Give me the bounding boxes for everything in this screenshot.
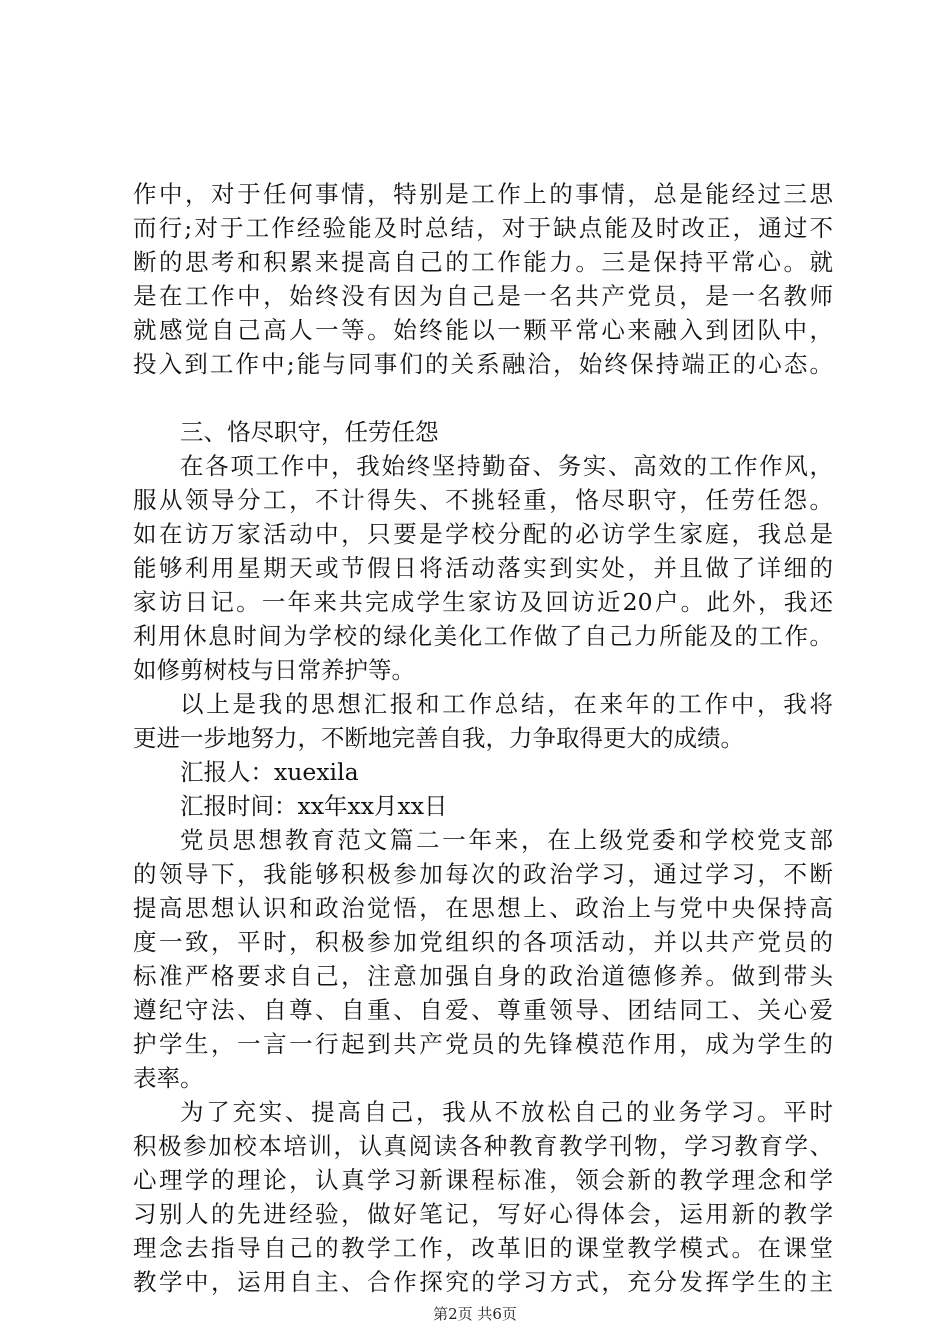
paragraph-line: 作中，对于任何事情，特别是工作上的事情，总是能经过三思 (133, 180, 833, 208)
paragraph-line: 教学中，运用自主、合作探究的学习方式，充分发挥学生的主 (133, 1268, 833, 1296)
paragraph-line: 更进一步地努力，不断地完善自我，力争取得更大的成绩。 (133, 724, 744, 752)
paragraph-line: 是在工作中，始终没有因为自己是一名共产党员，是一名教师 (133, 282, 833, 310)
paragraph-line: 断的思考和积累来提高自己的工作能力。三是保持平常心。就 (133, 248, 833, 276)
paragraph-line: 积极参加校本培训，认真阅读各种教育教学刊物，学习教育学、 (133, 1132, 833, 1160)
paragraph-line: 为了充实、提高自己，我从不放松自己的业务学习。平时 (180, 1098, 833, 1126)
reporter-line: 汇报人：xuexila (180, 758, 359, 786)
paragraph-line: 心理学的理论，认真学习新课程标准，领会新的教学理念和学 (133, 1166, 833, 1194)
paragraph-line: 党员思想教育范文篇二一年来，在上级党委和学校党支部 (180, 826, 833, 854)
paragraph-line: 表率。 (133, 1064, 204, 1092)
paragraph-line: 度一致，平时，积极参加党组织的各项活动，并以共产党员的 (133, 928, 833, 956)
paragraph-line: 就感觉自己高人一等。始终能以一颗平常心来融入到团队中， (133, 316, 833, 344)
paragraph-line: 遵纪守法、自尊、自重、自爱、尊重领导、团结同工、关心爱 (133, 996, 833, 1024)
paragraph-line: 而行;对于工作经验能及时总结，对于缺点能及时改正，通过不 (133, 214, 833, 242)
page-footer: 第2页 共6页 (433, 1305, 517, 1323)
paragraph-line: 标准严格要求自己，注意加强自身的政治道德修养。做到带头 (133, 962, 833, 990)
paragraph-line: 投入到工作中;能与同事们的关系融洽，始终保持端正的心态。 (133, 350, 833, 378)
paragraph-line: 利用休息时间为学校的绿化美化工作做了自己力所能及的工作。 (133, 622, 833, 650)
section-heading: 三、恪尽职守，任劳任怨 (180, 418, 439, 446)
paragraph-line: 以上是我的思想汇报和工作总结，在来年的工作中，我将 (180, 690, 833, 718)
paragraph-line: 如在访万家活动中，只要是学校分配的必访学生家庭，我总是 (133, 520, 833, 548)
paragraph-line: 习别人的先进经验，做好笔记，写好心得体会，运用新的教学 (133, 1200, 833, 1228)
paragraph-line: 家访日记。一年来共完成学生家访及回访近20户。此外，我还 (133, 588, 833, 616)
paragraph-line: 服从领导分工，不计得失、不挑轻重，恪尽职守，任劳任怨。 (133, 486, 833, 514)
paragraph-line: 理念去指导自己的教学工作，改革旧的课堂教学模式。在课堂 (133, 1234, 833, 1262)
paragraph-line: 的领导下，我能够积极参加每次的政治学习，通过学习，不断 (133, 860, 833, 888)
paragraph-line: 能够利用星期天或节假日将活动落实到实处，并且做了详细的 (133, 554, 833, 582)
paragraph-line: 提高思想认识和政治觉悟，在思想上、政治上与党中央保持高 (133, 894, 833, 922)
report-date-line: 汇报时间：xx年xx月xx日 (180, 792, 448, 820)
paragraph-line: 护学生，一言一行起到共产党员的先锋模范作用，成为学生的 (133, 1030, 833, 1058)
paragraph-line: 如修剪树枝与日常养护等。 (133, 656, 415, 684)
paragraph-line: 在各项工作中，我始终坚持勤奋、务实、高效的工作作风， (180, 452, 833, 480)
